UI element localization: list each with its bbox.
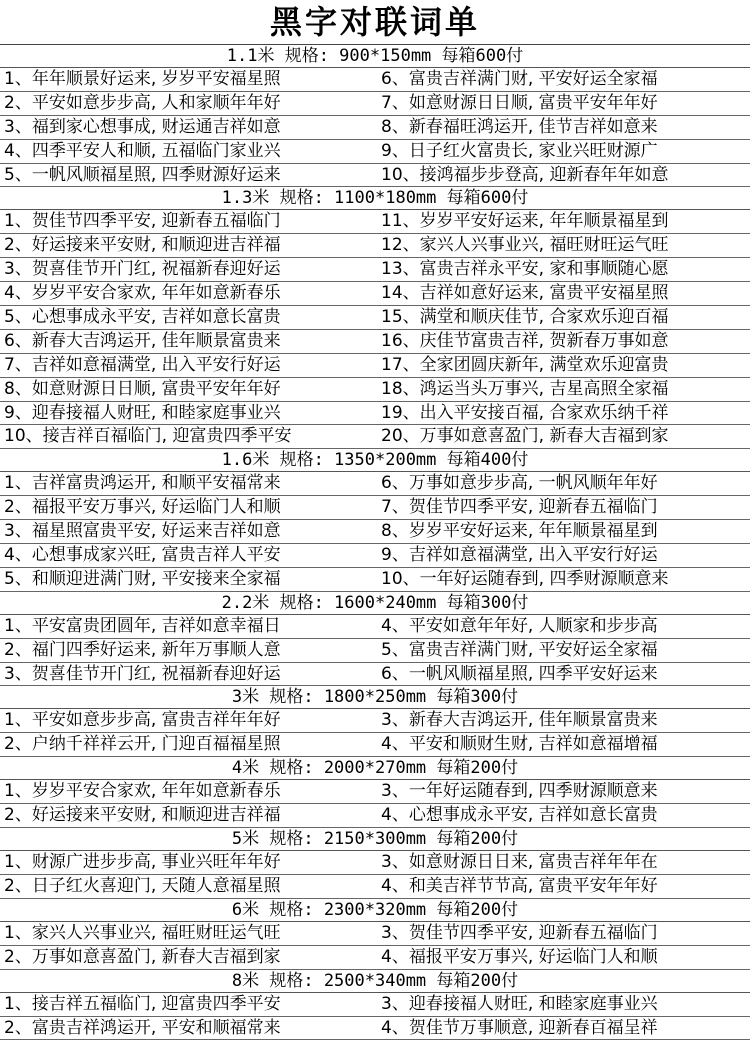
table-row (0, 993, 750, 1017)
couplet-left-cell: 2、日子红火喜迎门, 天随人意福星照 (4, 875, 281, 896)
couplet-left-cell: 5、和顺迎进满门财, 平安接来全家福 (4, 568, 281, 589)
couplet-right-cell: 3、新春大吉鸿运开, 佳年顺景富贵来 (381, 710, 658, 731)
couplet-table (0, 709, 750, 757)
couplet-right-cell: 13、富贵吉祥永平安, 家和事顺随心愿 (381, 259, 669, 280)
table-row (0, 164, 750, 188)
couplet-left-cell: 2、万事如意喜盈门, 新春大吉福到家 (4, 946, 281, 967)
couplet-right-cell: 4、贺佳节万事顺意, 迎新春百福呈祥 (381, 1017, 658, 1038)
table-row (0, 804, 750, 828)
couplet-left-cell: 1、贺佳节四季平安, 迎新春五福临门 (4, 211, 281, 232)
table-row (0, 258, 750, 282)
couplet-left-cell: 1、平安富贵团圆年, 吉祥如意幸福日 (4, 615, 281, 636)
couplet-right-cell: 9、日子红火富贵长, 家业兴旺财源广 (381, 140, 658, 161)
table-row (0, 615, 750, 639)
spec-header: 5米 规格: 2150*300mm 每箱200付 (0, 828, 750, 851)
couplet-left-cell: 1、接吉祥五福临门, 迎富贵四季平安 (4, 993, 281, 1014)
table-row (0, 210, 750, 234)
couplet-left-cell: 2、平安如意步步高, 人和家顺年年好 (4, 92, 281, 113)
couplet-left-cell: 1、平安如意步步高, 富贵吉祥年年好 (4, 710, 281, 731)
couplet-right-cell: 19、出入平安接百福, 合家欢乐纳千祥 (381, 402, 669, 423)
couplet-table (0, 472, 750, 591)
couplet-right-cell: 4、和美吉祥节节高, 富贵平安年年好 (381, 875, 658, 896)
table-row (0, 425, 750, 449)
couplet-right-cell: 4、福报平安万事兴, 好运临门人和顺 (381, 946, 658, 967)
couplet-right-cell: 7、如意财源日日顺, 富贵平安年年好 (381, 92, 658, 113)
table-row (0, 568, 750, 592)
couplet-right-cell: 8、岁岁平安好运来, 年年顺景福星到 (381, 521, 658, 542)
spec-section (0, 970, 750, 1041)
spec-section (0, 592, 750, 687)
couplet-left-cell: 2、富贵吉祥鸿运开, 平安和顺福常来 (4, 1017, 281, 1038)
table-row (0, 639, 750, 663)
table-row (0, 851, 750, 875)
couplet-right-cell: 7、贺佳节四季平安, 迎新春五福临门 (381, 497, 658, 518)
spec-section (0, 187, 750, 449)
table-row (0, 234, 750, 258)
couplet-right-cell: 3、贺佳节四季平安, 迎新春五福临门 (381, 922, 658, 943)
couplet-table (0, 68, 750, 187)
couplet-left-cell: 2、福门四季好运来, 新年万事顺人意 (4, 639, 281, 660)
couplet-left-cell: 1、家兴人兴事业兴, 福旺财旺运气旺 (4, 922, 281, 943)
couplet-left-cell: 7、吉祥如意福满堂, 出入平安行好运 (4, 354, 281, 375)
couplet-right-cell: 15、满堂和顺庆佳节, 合家欢乐迎百福 (381, 307, 669, 328)
table-row (0, 1017, 750, 1041)
table-row (0, 306, 750, 330)
table-row (0, 544, 750, 568)
couplet-right-cell: 3、如意财源日日来, 富贵吉祥年年在 (381, 852, 658, 873)
table-row (0, 282, 750, 306)
table-row (0, 330, 750, 354)
couplet-right-cell: 6、富贵吉祥满门财, 平安好运全家福 (381, 69, 658, 89)
spec-header: 2.2米 规格: 1600*240mm 每箱300付 (0, 592, 750, 615)
table-row (0, 472, 750, 496)
table-row (0, 780, 750, 804)
spec-section (0, 686, 750, 757)
couplet-left-cell: 3、贺喜佳节开门红, 祝福新春迎好运 (4, 259, 281, 280)
couplet-right-cell: 3、一年好运随春到, 四季财源顺意来 (381, 781, 658, 802)
table-row (0, 68, 750, 92)
couplet-right-cell: 4、平安如意年年好, 人顺家和步步高 (381, 615, 658, 636)
couplet-right-cell: 14、吉祥如意好运来, 富贵平安福星照 (381, 283, 669, 304)
couplet-left-cell: 4、心想事成家兴旺, 富贵吉祥人平安 (4, 545, 281, 566)
table-row (0, 875, 750, 899)
couplet-right-cell: 4、心想事成永平安, 吉祥如意长富贵 (381, 805, 658, 826)
table-row (0, 140, 750, 164)
couplet-right-cell: 9、吉祥如意福满堂, 出入平安行好运 (381, 545, 658, 566)
spec-header: 4米 规格: 2000*270mm 每箱200付 (0, 757, 750, 780)
spec-section (0, 45, 750, 187)
couplet-right-cell: 3、迎春接福人财旺, 和睦家庭事业兴 (381, 993, 658, 1014)
couplet-right-cell: 10、接鸿福步步登高, 迎新春年年如意 (381, 164, 669, 185)
spec-section (0, 899, 750, 970)
couplet-right-cell: 4、平安和顺财生财, 吉祥如意福增福 (381, 734, 658, 755)
sections-container (0, 45, 750, 1040)
couplet-left-cell: 9、迎春接福人财旺, 和睦家庭事业兴 (4, 402, 281, 423)
spec-section (0, 828, 750, 899)
couplet-left-cell: 8、如意财源日日顺, 富贵平安年年好 (4, 378, 281, 399)
table-row (0, 402, 750, 426)
couplet-table (0, 993, 750, 1041)
table-row (0, 92, 750, 116)
couplet-table (0, 210, 750, 449)
table-row (0, 116, 750, 140)
table-row (0, 922, 750, 946)
couplet-left-cell: 3、福星照富贵平安, 好运来吉祥如意 (4, 521, 281, 542)
couplet-table (0, 922, 750, 970)
spec-section (0, 449, 750, 591)
couplet-right-cell: 18、鸿运当头万事兴, 吉星高照全家福 (381, 378, 669, 399)
couplet-left-cell: 4、岁岁平安合家欢, 年年如意新春乐 (4, 283, 281, 304)
couplet-left-cell: 2、户纳千祥祥云开, 门迎百福福星照 (4, 734, 281, 755)
couplet-left-cell: 1、吉祥富贵鸿运开, 和顺平安福常来 (4, 473, 281, 494)
spec-header: 6米 规格: 2300*320mm 每箱200付 (0, 899, 750, 922)
couplet-table (0, 780, 750, 828)
table-row (0, 354, 750, 378)
couplet-right-cell: 5、富贵吉祥满门财, 平安好运全家福 (381, 639, 658, 660)
couplet-right-cell: 6、万事如意步步高, 一帆风顺年年好 (381, 473, 658, 494)
couplet-left-cell: 2、好运接来平安财, 和顺迎进吉祥福 (4, 805, 281, 826)
table-row (0, 496, 750, 520)
spec-header: 8米 规格: 2500*340mm 每箱200付 (0, 970, 750, 993)
spec-header: 1.1米 规格: 900*150mm 每箱600付 (0, 45, 750, 68)
couplet-left-cell: 4、四季平安人和顺, 五福临门家业兴 (4, 140, 281, 161)
couplet-left-cell: 5、心想事成永平安, 吉祥如意长富贵 (4, 307, 281, 328)
couplet-table (0, 615, 750, 687)
table-row (0, 378, 750, 402)
couplet-left-cell: 1、财源广进步步高, 事业兴旺年年好 (4, 852, 281, 873)
couplet-right-cell: 6、一帆风顺福星照, 四季平安好运来 (381, 663, 658, 684)
couplet-left-cell: 6、新春大吉鸿运开, 佳年顺景富贵来 (4, 330, 281, 351)
couplet-left-cell: 3、福到家心想事成, 财运通吉祥如意 (4, 116, 281, 137)
couplet-right-cell: 12、家兴人兴事业兴, 福旺财旺运气旺 (381, 235, 669, 256)
couplet-right-cell: 17、全家团圆庆新年, 满堂欢乐迎富贵 (381, 354, 669, 375)
couplet-right-cell: 20、万事如意喜盈门, 新春大吉福到家 (381, 426, 669, 447)
table-row (0, 709, 750, 733)
couplet-left-cell: 1、年年顺景好运来, 岁岁平安福星照 (4, 69, 281, 89)
couplet-left-cell: 1、岁岁平安合家欢, 年年如意新春乐 (4, 781, 281, 802)
couplet-right-cell: 8、新春福旺鸿运开, 佳节吉祥如意来 (381, 116, 658, 137)
spec-section (0, 757, 750, 828)
table-row (0, 520, 750, 544)
couplet-left-cell: 5、一帆风顺福星照, 四季财源好运来 (4, 164, 281, 185)
spec-header: 1.3米 规格: 1100*180mm 每箱600付 (0, 187, 750, 210)
couplet-table (0, 851, 750, 899)
spec-header: 3米 规格: 1800*250mm 每箱300付 (0, 686, 750, 709)
couplet-left-cell: 2、福报平安万事兴, 好运临门人和顺 (4, 497, 281, 518)
couplet-right-cell: 10、一年好运随春到, 四季财源顺意来 (381, 568, 669, 589)
spec-header: 1.6米 规格: 1350*200mm 每箱400付 (0, 449, 750, 472)
couplet-left-cell: 3、贺喜佳节开门红, 祝福新春迎好运 (4, 663, 281, 684)
couplet-left-cell: 2、好运接来平安财, 和顺迎进吉祥福 (4, 235, 281, 256)
table-row (0, 663, 750, 687)
couplet-right-cell: 16、庆佳节富贵吉祥, 贺新春万事如意 (381, 330, 669, 351)
page-title: 黑字对联词单 (0, 0, 750, 45)
table-row (0, 733, 750, 757)
table-row (0, 946, 750, 970)
couplet-left-cell: 10、接吉祥百福临门, 迎富贵四季平安 (4, 426, 292, 447)
couplet-right-cell: 11、岁岁平安好运来, 年年顺景福星到 (381, 211, 669, 232)
